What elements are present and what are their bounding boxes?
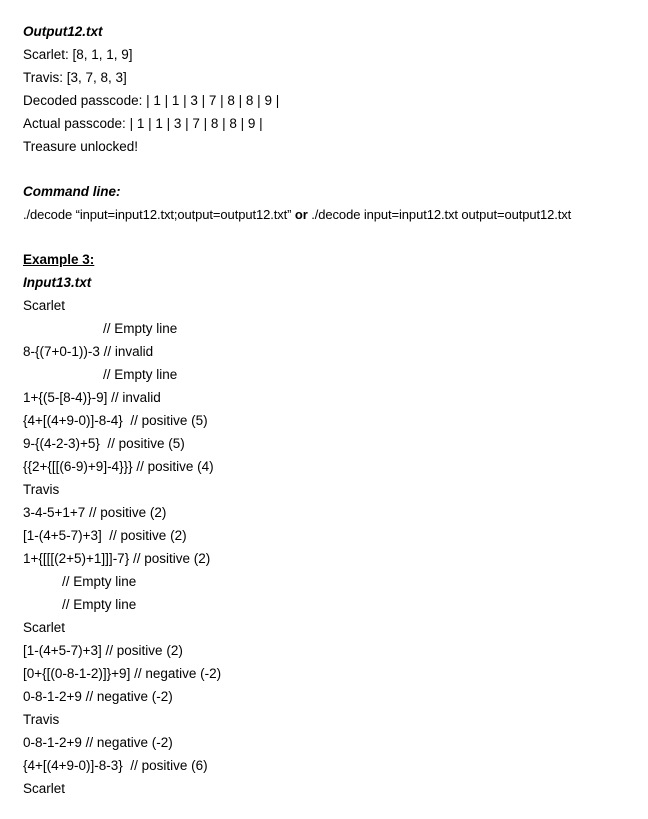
input-line: 0-8-1-2+9 // negative (-2) bbox=[23, 735, 173, 750]
output-line-decoded-passcode: Decoded passcode: | 1 | 1 | 3 | 7 | 8 | 8 | 9 | bbox=[23, 93, 280, 108]
output-line-treasure: Treasure unlocked! bbox=[23, 139, 139, 154]
input-line: 1+{[[[(2+5)+1]]]-7} // positive (2) bbox=[23, 551, 211, 566]
input-line: Travis bbox=[23, 482, 60, 497]
input-line: Travis bbox=[23, 712, 60, 727]
input-line: [1-(4+5-7)+3] // positive (2) bbox=[23, 528, 187, 543]
spacer bbox=[23, 226, 638, 248]
output-line-travis: Travis: [3, 7, 8, 3] bbox=[23, 70, 127, 85]
input-line: [0+{[(0-8-1-2)]}+9] // negative (-2) bbox=[23, 666, 222, 681]
command-line-text bbox=[23, 203, 638, 226]
input-line-empty: // Empty line bbox=[103, 321, 178, 336]
input-line: 0-8-1-2+9 // negative (-2) bbox=[23, 689, 173, 704]
input-line: [1-(4+5-7)+3] // positive (2) bbox=[23, 643, 183, 658]
command-quoted: ./decode “input=input12.txt;output=output12.txt” bbox=[23, 207, 292, 222]
spacer bbox=[23, 158, 638, 180]
input-line: {4+[(4+9-0)]-8-3} // positive (6) bbox=[23, 758, 208, 773]
input-line: Scarlet bbox=[23, 298, 66, 313]
input-line-empty: // Empty line bbox=[103, 367, 178, 382]
command-unquoted: ./decode input=input12.txt output=output12.txt bbox=[311, 207, 572, 222]
input-line: Scarlet bbox=[23, 620, 66, 635]
input-line: 3-4-5+1+7 // positive (2) bbox=[23, 505, 167, 520]
document-page bbox=[23, 20, 638, 800]
output-line-actual-passcode: Actual passcode: | 1 | 1 | 3 | 7 | 8 | 8 | 9 | bbox=[23, 116, 263, 131]
command-line-title: Command line: bbox=[23, 184, 121, 199]
output-line-scarlet: Scarlet: [8, 1, 1, 9] bbox=[23, 47, 133, 62]
input-line: Scarlet bbox=[23, 781, 66, 796]
example3-heading: Example 3: bbox=[23, 252, 95, 267]
input-line: 1+{(5-[8-4)}-9] // invalid bbox=[23, 390, 161, 405]
output12-title: Output12.txt bbox=[23, 24, 103, 39]
command-or: or bbox=[294, 207, 308, 222]
input-line: {4+[(4+9-0)]-8-4} // positive (5) bbox=[23, 413, 208, 428]
input-line-empty: // Empty line bbox=[62, 597, 137, 612]
input-line: 9-{(4-2-3)+5} // positive (5) bbox=[23, 436, 185, 451]
input-line: 8-{(7+0-1))-3 // invalid bbox=[23, 344, 154, 359]
input-line: {{2+{[[(6-9)+9]-4}}} // positive (4) bbox=[23, 459, 214, 474]
input-line-empty: // Empty line bbox=[62, 574, 137, 589]
input13-title: Input13.txt bbox=[23, 275, 92, 290]
